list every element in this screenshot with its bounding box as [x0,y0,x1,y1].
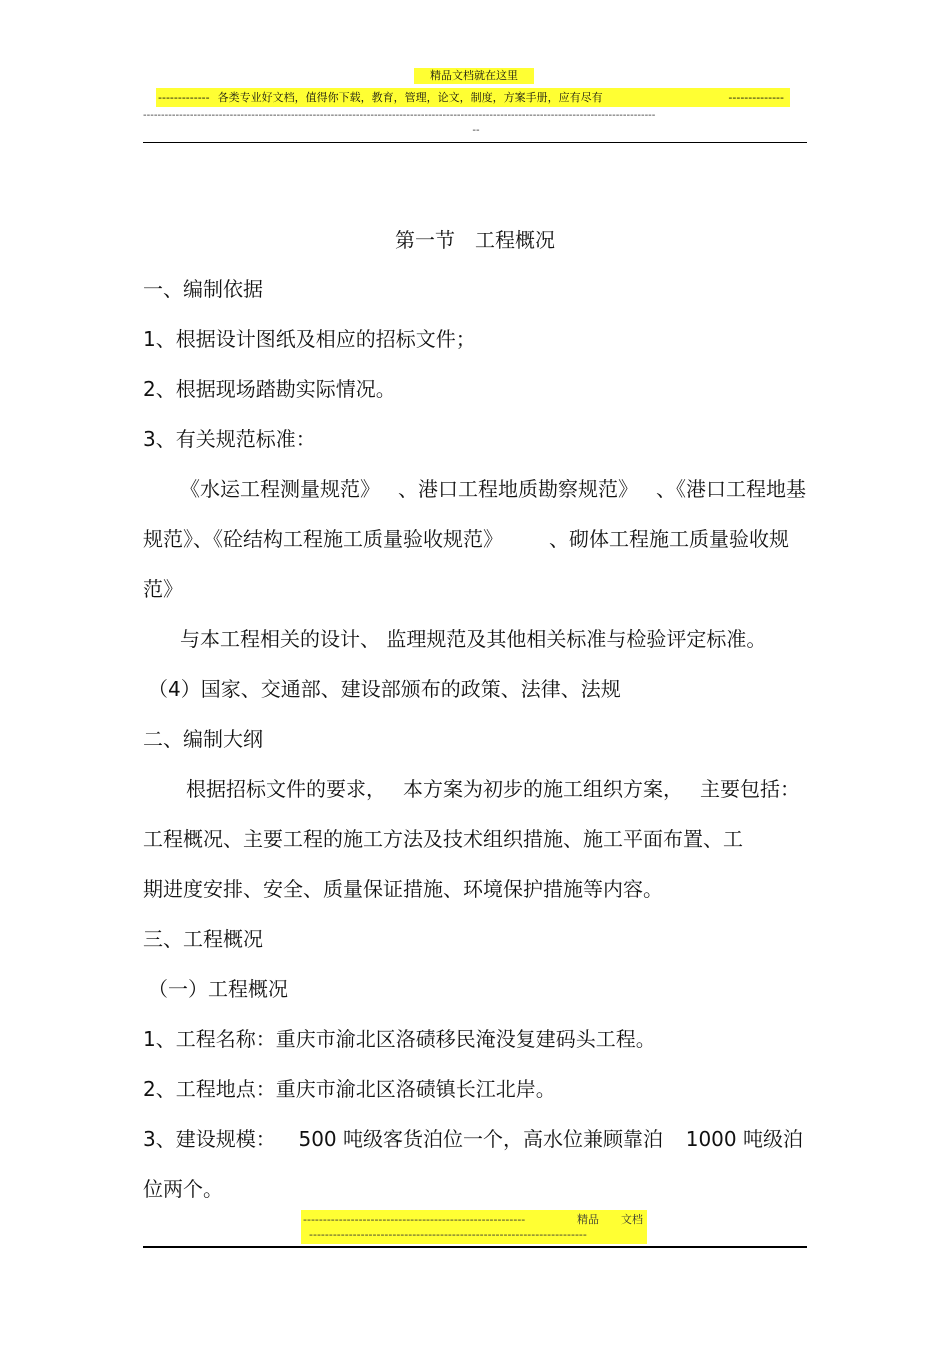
project-scale-part-3: 1000 吨级泊 [685,1127,803,1151]
footer-banner [301,1210,647,1244]
heading-basis: 一、编制依据 [143,277,263,301]
project-scale-part-2: 500 吨级客货泊位一个，高水位兼顾靠泊 [298,1127,663,1151]
project-location: 2、工程地点：重庆市渝北区洛碛镇长江北岸。 [143,1077,556,1101]
standards-line-2-part-2: 、砌体工程施工质量验收规 [549,527,789,551]
header-dash-short: -- [472,125,480,136]
footer-word-2: 文档 [621,1213,643,1226]
header-banner-title: 精品文档就在这里 [414,68,534,84]
standards-line-1-part-1: 《水运工程测量规范》 [180,477,380,501]
outline-line-1 [186,776,800,802]
standards-line-1 [180,476,806,502]
outline-line-1-part-3: 主要包括： [700,777,800,801]
header-dash-line: ---------------------------------------------------------------------------------------------------------------------------------------------- [143,110,656,121]
heading-outline: 二、编制大纲 [143,727,263,751]
outline-line-3: 期进度安排、安全、质量保证措施、环境保护措施等内容。 [143,877,663,901]
header-banner-text: 各类专业好文档，值得你下载，教育，管理，论文，制度，方案手册，应有尽有 [217,91,603,104]
basis-item-4: （4）国家、交通部、建设部颁布的政策、法律、法规 [148,677,621,701]
basis-item-1: 1、根据设计图纸及相应的招标文件； [143,327,476,351]
header-banner-lead-dashes: ------------- [158,91,210,104]
standards-line-1-part-3: 、《港口工程地基 [656,477,806,501]
footer-word-1: 精品 [577,1213,599,1226]
project-name: 1、工程名称：重庆市渝北区洛碛移民淹没复建码头工程。 [143,1027,656,1051]
outline-line-2: 工程概况、主要工程的施工方法及技术组织措施、施工平面布置、工 [143,827,743,851]
footer-rule [143,1246,807,1248]
footer-dashes-2: ---------------------------------------------------------------------- [309,1228,587,1241]
header-banner-tagline [156,88,790,107]
header-banner-tail-dashes: -------------- [728,91,784,104]
project-scale-line-1 [143,1126,803,1152]
subheading-overview: （一）工程概况 [148,977,288,1001]
project-scale-label: 3、建设规模： [143,1127,276,1151]
header-rule [143,142,807,143]
outline-line-1-part-1: 根据招标文件的要求， [186,777,386,801]
section-title: 第一节 工程概况 [395,228,555,252]
footer-dashes-1: -------------------------------------------------------- [303,1213,526,1226]
project-scale-line-2: 位两个。 [143,1177,223,1201]
heading-overview: 三、工程概况 [143,927,263,951]
standards-line-1-part-2: 、港口工程地质勘察规范》 [398,477,638,501]
basis-item-3: 3、有关规范标准： [143,427,316,451]
standards-other: 与本工程相关的设计、 监理规范及其他相关标准与检验评定标准。 [180,627,767,651]
footer-banner-line-1 [301,1212,647,1228]
basis-item-2: 2、根据现场踏勘实际情况。 [143,377,396,401]
standards-line-3: 范》 [143,577,183,601]
outline-line-1-part-2: 本方案为初步的施工组织方案， [403,777,683,801]
standards-line-2 [143,526,789,552]
standards-line-2-part-1: 规范》、《砼结构工程施工质量验收规范》 [143,527,503,551]
